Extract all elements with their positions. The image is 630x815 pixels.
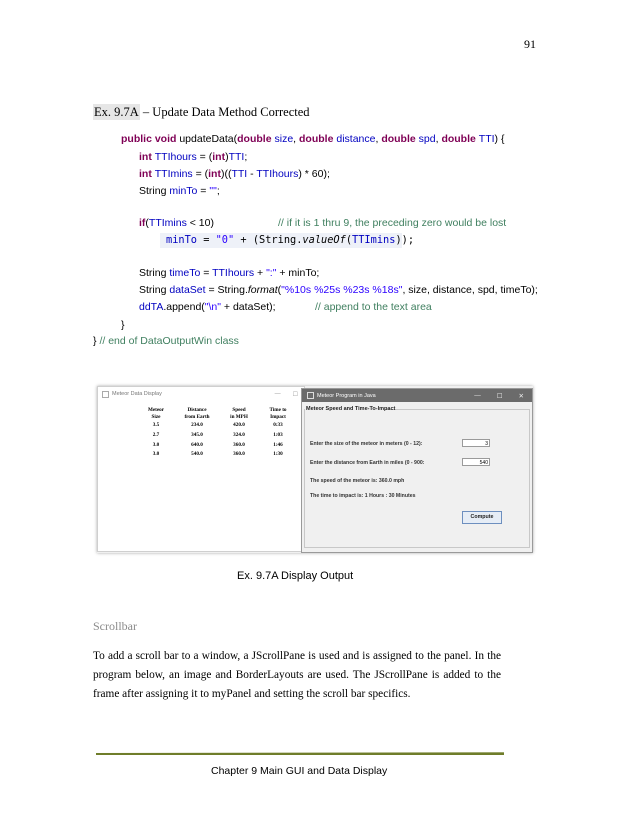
body-paragraph: To add a scroll bar to a window, a JScrollPane is used and is assigned to the panel. In the program below, an image and BorderLayouts are used. The JScrollPane is added to the frame after assigning it to myPanel and setting the scroll bar specifics. xyxy=(93,650,501,700)
maximize-icon[interactable]: ☐ xyxy=(496,392,503,400)
page-footer: Chapter 9 Main GUI and Data Display xyxy=(211,765,388,777)
minimize-icon[interactable]: — xyxy=(474,391,481,399)
meteor-data-table xyxy=(138,407,298,460)
code-line-1: public void updateData(double size, double distance, double spd, double TTI) { xyxy=(121,133,505,145)
size-input[interactable]: 3 xyxy=(462,439,490,447)
code-line-3: int TTImins = (int)((TTI - TTIhours) * 60); xyxy=(139,168,330,180)
speed-result: The speed of the meteor is: 360.0 mph xyxy=(310,478,405,484)
close-icon[interactable]: ✕ xyxy=(518,392,524,400)
code-line-5: if(TTImins < 10) xyxy=(139,217,214,229)
data-display-window xyxy=(97,386,305,552)
table-row: 3.0 540.0 360.0 1:30 xyxy=(152,451,283,458)
distance-label: Enter the distance from Earth in miles (0 - 900: xyxy=(310,460,425,466)
code-line-10: } xyxy=(121,319,125,331)
size-label: Enter the size of the meteor in meters (0 - 12): xyxy=(310,441,423,447)
window-icon xyxy=(102,391,109,398)
code-comment-1: // if it is 1 thru 9, the preceding zero would be lost xyxy=(278,217,507,229)
data-window-title: Meteor Data Display xyxy=(112,391,162,397)
code-line-9: ddTA.append("\n" + dataSet); xyxy=(139,301,276,313)
col-header: Speed xyxy=(232,407,246,413)
col-header: Impact xyxy=(270,414,286,420)
col-header: Distance xyxy=(187,407,207,413)
example-title xyxy=(93,105,310,120)
code-line-8: String dataSet = String.format("%10s %25s %23s %18s", size, distance, spd, timeTo); xyxy=(139,284,538,296)
figure-caption: Ex. 9.7A Display Output xyxy=(237,570,354,582)
window-icon xyxy=(307,392,314,399)
footer-rule xyxy=(96,753,504,755)
meteor-window-titlebar xyxy=(302,389,532,402)
table-row: 2.7 345.0 324.0 1:03 xyxy=(152,431,283,438)
data-window-titlebar xyxy=(98,387,304,401)
minimize-icon[interactable]: — xyxy=(274,390,281,397)
example-number: Ex. 9.7A xyxy=(94,105,139,119)
maximize-icon[interactable]: ☐ xyxy=(292,391,298,398)
code-line-11: } // end of DataOutputWin class xyxy=(93,335,239,347)
code-line-7: String timeTo = TTIhours + ":" + minTo; xyxy=(139,267,320,279)
panel-title: Meteor Speed and Time-To-Impact xyxy=(306,406,396,412)
time-result: The time to impact is: 1 Hours : 30 Minutes xyxy=(310,493,416,499)
meteor-window-title: Meteor Program in Java xyxy=(317,392,376,399)
code-line-4: String minTo = ""; xyxy=(139,185,220,197)
display-output-screenshot xyxy=(97,386,533,553)
col-header: from Earth xyxy=(184,414,210,420)
example-title-text: – Update Data Method Corrected xyxy=(139,105,310,119)
col-header: Meteor xyxy=(147,407,165,413)
meteor-program-window xyxy=(301,388,533,553)
page-number: 91 xyxy=(524,37,536,51)
code-line-6: minTo = "0" + (String.valueOf(TTImins)); xyxy=(166,234,415,246)
col-header: in MPH xyxy=(230,414,248,420)
table-row: 3.5 234.0 420.0 0:33 xyxy=(152,422,283,428)
code-line-2: int TTIhours = (int)TTI; xyxy=(139,151,248,163)
code-comment-2: // append to the text area xyxy=(315,301,432,313)
col-header: Time to xyxy=(269,407,287,413)
table-row: 3.0 640.0 360.0 1:46 xyxy=(152,441,283,448)
distance-input[interactable]: 540 xyxy=(462,458,490,466)
section-heading: Scrollbar xyxy=(93,619,137,633)
col-header: Size xyxy=(151,414,161,420)
compute-button[interactable]: Compute xyxy=(462,511,502,524)
